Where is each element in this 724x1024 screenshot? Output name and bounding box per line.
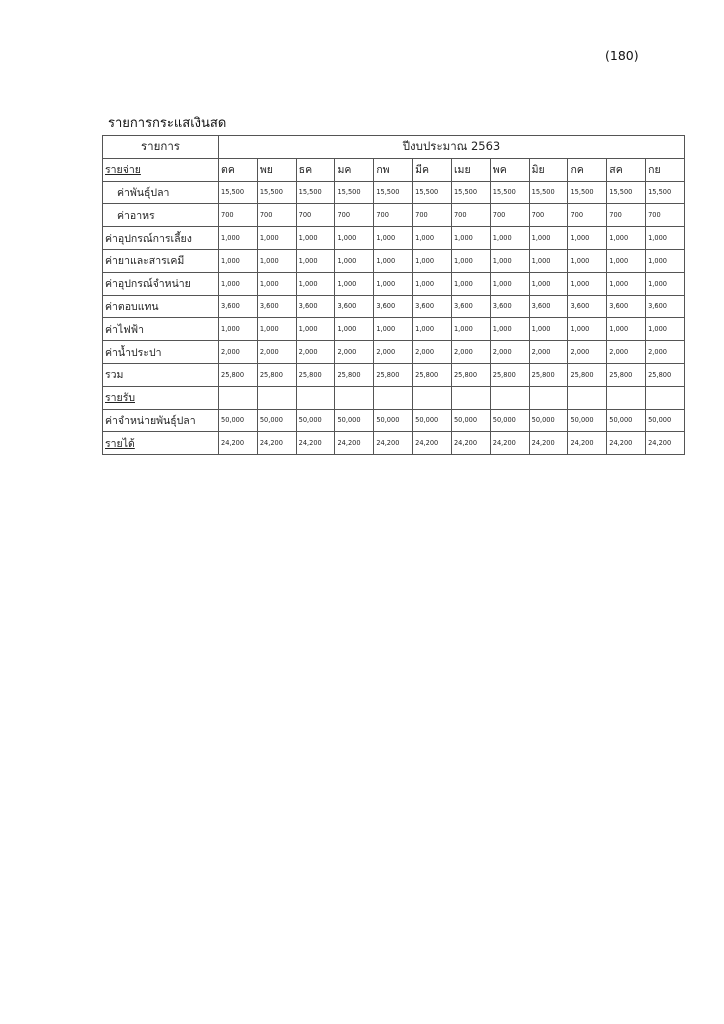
month-header-cell: กย xyxy=(646,158,685,181)
empty-cell xyxy=(529,386,568,409)
value-cell: 15,500 xyxy=(413,181,452,204)
page-number: (180) xyxy=(605,48,639,63)
value-cell: 25,800 xyxy=(219,363,258,386)
value-cell: 1,000 xyxy=(335,272,374,295)
value-cell: 3,600 xyxy=(296,295,335,318)
value-cell: 24,200 xyxy=(529,432,568,455)
value-cell: 15,500 xyxy=(490,181,529,204)
value-cell: 15,500 xyxy=(568,181,607,204)
value-cell: 1,000 xyxy=(257,318,296,341)
empty-cell xyxy=(335,386,374,409)
value-cell: 1,000 xyxy=(646,249,685,272)
value-cell: 1,000 xyxy=(374,318,413,341)
value-cell: 15,500 xyxy=(451,181,490,204)
value-cell: 1,000 xyxy=(529,227,568,250)
row-label: ค่าอาหร xyxy=(103,204,219,227)
income-heading-row xyxy=(103,386,685,409)
row-label: ค่าตอบแทน xyxy=(103,295,219,318)
empty-cell xyxy=(219,386,258,409)
month-header-cell: กค xyxy=(568,158,607,181)
value-cell: 1,000 xyxy=(490,249,529,272)
value-cell: 1,000 xyxy=(335,227,374,250)
value-cell: 1,000 xyxy=(374,272,413,295)
value-cell: 1,000 xyxy=(490,272,529,295)
empty-cell xyxy=(451,386,490,409)
value-cell: 3,600 xyxy=(607,295,646,318)
value-cell: 1,000 xyxy=(568,318,607,341)
value-cell: 2,000 xyxy=(219,341,258,364)
value-cell: 50,000 xyxy=(607,409,646,432)
value-cell: 50,000 xyxy=(568,409,607,432)
value-cell: 15,500 xyxy=(296,181,335,204)
value-cell: 1,000 xyxy=(646,318,685,341)
value-cell: 24,200 xyxy=(219,432,258,455)
value-cell: 1,000 xyxy=(490,227,529,250)
header-row xyxy=(103,136,685,159)
section-title: รายการกระแสเงินสด xyxy=(108,116,227,131)
value-cell: 2,000 xyxy=(568,341,607,364)
empty-cell xyxy=(607,386,646,409)
value-cell: 1,000 xyxy=(335,249,374,272)
value-cell: 25,800 xyxy=(490,363,529,386)
value-cell: 700 xyxy=(374,204,413,227)
value-cell: 15,500 xyxy=(335,181,374,204)
empty-cell xyxy=(296,386,335,409)
value-cell: 50,000 xyxy=(296,409,335,432)
value-cell: 3,600 xyxy=(451,295,490,318)
expense-row xyxy=(103,341,685,364)
month-header-cell: กพ xyxy=(374,158,413,181)
value-cell: 1,000 xyxy=(219,318,258,341)
empty-cell xyxy=(490,386,529,409)
value-cell: 1,000 xyxy=(335,318,374,341)
value-cell: 700 xyxy=(451,204,490,227)
value-cell: 15,500 xyxy=(529,181,568,204)
expense-row xyxy=(103,249,685,272)
value-cell: 15,500 xyxy=(257,181,296,204)
value-cell: 1,000 xyxy=(413,227,452,250)
value-cell: 1,000 xyxy=(568,227,607,250)
value-cell: 24,200 xyxy=(607,432,646,455)
value-cell: 24,200 xyxy=(568,432,607,455)
row-label: ค่าน้ำประปา xyxy=(103,341,219,364)
value-cell: 1,000 xyxy=(451,249,490,272)
empty-cell xyxy=(568,386,607,409)
value-cell: 700 xyxy=(413,204,452,227)
row-label: ค่าจำหน่ายพันธุ์ปลา xyxy=(103,409,219,432)
value-cell: 15,500 xyxy=(646,181,685,204)
value-cell: 700 xyxy=(257,204,296,227)
empty-cell xyxy=(413,386,452,409)
value-cell: 50,000 xyxy=(529,409,568,432)
value-cell: 1,000 xyxy=(451,272,490,295)
value-cell: 1,000 xyxy=(607,249,646,272)
value-cell: 25,800 xyxy=(257,363,296,386)
value-cell: 1,000 xyxy=(413,318,452,341)
value-cell: 15,500 xyxy=(374,181,413,204)
expense-row xyxy=(103,181,685,204)
expense-row xyxy=(103,227,685,250)
value-cell: 1,000 xyxy=(219,249,258,272)
value-cell: 50,000 xyxy=(413,409,452,432)
value-cell: 2,000 xyxy=(451,341,490,364)
expense-row xyxy=(103,318,685,341)
value-cell: 1,000 xyxy=(296,227,335,250)
value-cell: 2,000 xyxy=(529,341,568,364)
value-cell: 3,600 xyxy=(568,295,607,318)
month-header-cell: พค xyxy=(490,158,529,181)
expense-row xyxy=(103,295,685,318)
value-cell: 1,000 xyxy=(413,272,452,295)
value-cell: 25,800 xyxy=(374,363,413,386)
value-cell: 700 xyxy=(490,204,529,227)
value-cell: 25,800 xyxy=(646,363,685,386)
month-header-cell: ธค xyxy=(296,158,335,181)
value-cell: 25,800 xyxy=(335,363,374,386)
value-cell: 50,000 xyxy=(490,409,529,432)
value-cell: 1,000 xyxy=(451,318,490,341)
month-header-cell: ตค xyxy=(219,158,258,181)
value-cell: 3,600 xyxy=(219,295,258,318)
value-cell: 50,000 xyxy=(646,409,685,432)
value-cell: 24,200 xyxy=(646,432,685,455)
value-cell: 1,000 xyxy=(568,249,607,272)
value-cell: 2,000 xyxy=(646,341,685,364)
value-cell: 1,000 xyxy=(296,318,335,341)
value-cell: 24,200 xyxy=(296,432,335,455)
value-cell: 24,200 xyxy=(257,432,296,455)
value-cell: 3,600 xyxy=(646,295,685,318)
value-cell: 25,800 xyxy=(529,363,568,386)
value-cell: 3,600 xyxy=(413,295,452,318)
cash-flow-table xyxy=(102,135,685,455)
value-cell: 1,000 xyxy=(646,272,685,295)
value-cell: 50,000 xyxy=(257,409,296,432)
value-cell: 15,500 xyxy=(219,181,258,204)
value-cell: 3,600 xyxy=(529,295,568,318)
value-cell: 1,000 xyxy=(607,318,646,341)
value-cell: 50,000 xyxy=(451,409,490,432)
row-label: ค่าอุปกรณ์การเลี้ยง xyxy=(103,227,219,250)
value-cell: 2,000 xyxy=(296,341,335,364)
month-header-cell: มิย xyxy=(529,158,568,181)
empty-cell xyxy=(646,386,685,409)
profit-row xyxy=(103,432,685,455)
row-label: ค่าไฟฟ้า xyxy=(103,318,219,341)
value-cell: 1,000 xyxy=(257,249,296,272)
value-cell: 15,500 xyxy=(607,181,646,204)
value-cell: 24,200 xyxy=(374,432,413,455)
value-cell: 2,000 xyxy=(335,341,374,364)
value-cell: 1,000 xyxy=(257,272,296,295)
value-cell: 1,000 xyxy=(374,227,413,250)
value-cell: 700 xyxy=(607,204,646,227)
value-cell: 1,000 xyxy=(607,272,646,295)
value-cell: 1,000 xyxy=(529,272,568,295)
value-cell: 1,000 xyxy=(257,227,296,250)
value-cell: 3,600 xyxy=(335,295,374,318)
row-label: รายได้ xyxy=(103,432,219,455)
value-cell: 1,000 xyxy=(219,227,258,250)
income-heading: รายรับ xyxy=(103,386,219,409)
value-cell: 3,600 xyxy=(490,295,529,318)
value-cell: 25,800 xyxy=(568,363,607,386)
value-cell: 1,000 xyxy=(451,227,490,250)
value-cell: 25,800 xyxy=(607,363,646,386)
value-cell: 24,200 xyxy=(490,432,529,455)
value-cell: 1,000 xyxy=(374,249,413,272)
month-header-row xyxy=(103,158,685,181)
row-label: รวม xyxy=(103,363,219,386)
month-header-cell: มค xyxy=(335,158,374,181)
expense-heading: รายจ่าย xyxy=(103,158,219,181)
value-cell: 700 xyxy=(568,204,607,227)
value-cell: 1,000 xyxy=(568,272,607,295)
value-cell: 24,200 xyxy=(335,432,374,455)
value-cell: 1,000 xyxy=(529,249,568,272)
header-item-cell: รายการ xyxy=(103,136,219,159)
month-header-cell: เมย xyxy=(451,158,490,181)
value-cell: 25,800 xyxy=(413,363,452,386)
empty-cell xyxy=(374,386,413,409)
value-cell: 1,000 xyxy=(296,272,335,295)
value-cell: 25,800 xyxy=(296,363,335,386)
value-cell: 50,000 xyxy=(219,409,258,432)
value-cell: 1,000 xyxy=(413,249,452,272)
value-cell: 1,000 xyxy=(219,272,258,295)
value-cell: 1,000 xyxy=(296,249,335,272)
empty-cell xyxy=(257,386,296,409)
value-cell: 1,000 xyxy=(646,227,685,250)
row-label: ค่าอุปกรณ์จำหน่าย xyxy=(103,272,219,295)
month-header-cell: มีค xyxy=(413,158,452,181)
expense-row xyxy=(103,204,685,227)
value-cell: 700 xyxy=(529,204,568,227)
value-cell: 700 xyxy=(296,204,335,227)
expense-row xyxy=(103,272,685,295)
value-cell: 25,800 xyxy=(451,363,490,386)
total-row xyxy=(103,363,685,386)
value-cell: 50,000 xyxy=(374,409,413,432)
value-cell: 1,000 xyxy=(490,318,529,341)
value-cell: 2,000 xyxy=(374,341,413,364)
value-cell: 700 xyxy=(646,204,685,227)
value-cell: 3,600 xyxy=(257,295,296,318)
value-cell: 3,600 xyxy=(374,295,413,318)
value-cell: 700 xyxy=(335,204,374,227)
income-row xyxy=(103,409,685,432)
value-cell: 24,200 xyxy=(413,432,452,455)
value-cell: 2,000 xyxy=(607,341,646,364)
value-cell: 2,000 xyxy=(490,341,529,364)
header-budget-cell: ปีงบประมาณ 2563 xyxy=(219,136,685,159)
row-label: ค่ายาและสารเคมี xyxy=(103,249,219,272)
month-header-cell: พย xyxy=(257,158,296,181)
value-cell: 2,000 xyxy=(413,341,452,364)
month-header-cell: สค xyxy=(607,158,646,181)
value-cell: 24,200 xyxy=(451,432,490,455)
value-cell: 1,000 xyxy=(607,227,646,250)
value-cell: 2,000 xyxy=(257,341,296,364)
value-cell: 700 xyxy=(219,204,258,227)
row-label: ค่าพันธุ์ปลา xyxy=(103,181,219,204)
value-cell: 50,000 xyxy=(335,409,374,432)
value-cell: 1,000 xyxy=(529,318,568,341)
